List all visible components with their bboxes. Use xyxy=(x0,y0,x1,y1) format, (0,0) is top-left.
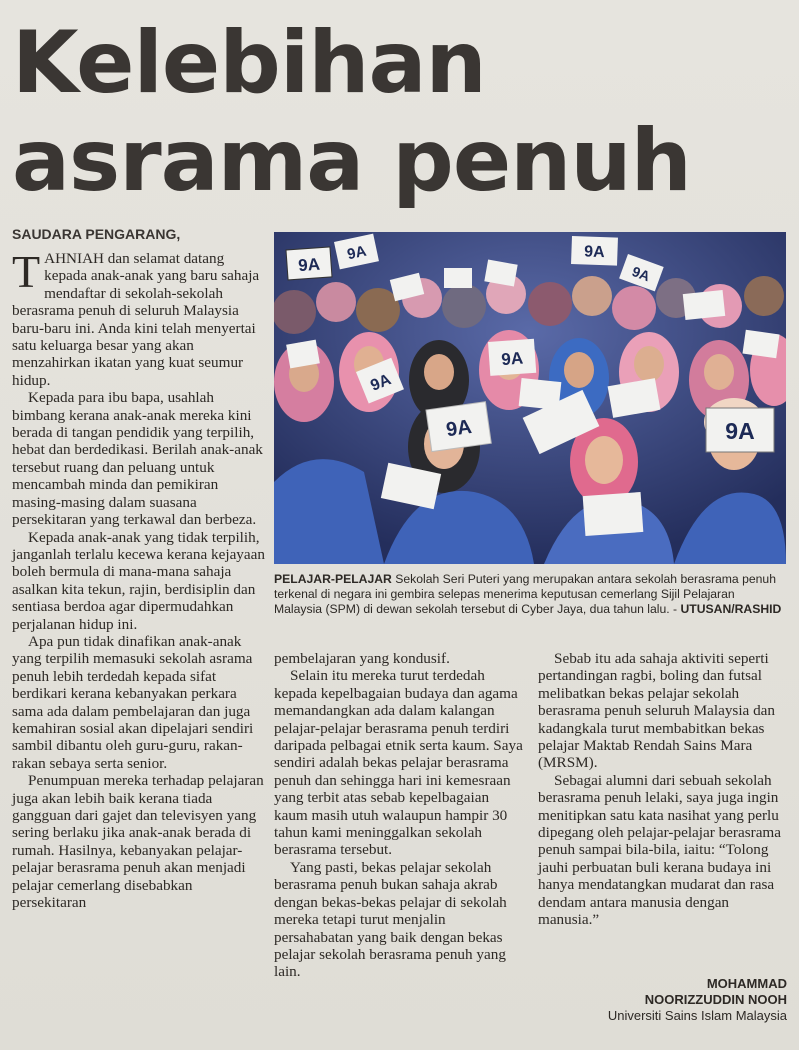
article-column-1 xyxy=(12,246,266,912)
celebration-illustration xyxy=(274,232,786,564)
article-paragraph: Selain itu mereka turut terdedah kepada kepelbagaian budaya dan agama memandangkan ada dalam kalangan pelajar-pelajar berasrama penuh terdiri daripada pelbagai etnik serta kaum. Saya sendiri adalah bekas pelajar berasrama penuh dan sehingga hari ini kemesraan yang terbit atas sebab kepelbagaian kaum masih utuh walaupun hampir 30 tahun kami meninggalkan sekolah berasrama tersebut. xyxy=(274,667,523,859)
article-column-2 xyxy=(274,650,526,981)
drop-cap: T xyxy=(12,246,41,297)
author-byline xyxy=(608,976,787,1024)
article-paragraph: Penumpuan mereka terhadap pelajaran juga akan lebih baik kerana tiada gangguan dari gajet dan televisyen yang sering berlaku jika anak-anak berada di rumah. Hasilnya, kebanyakan pelajar-pelajar berasrama penuh akan menjadi pelajar cemerlang disebabkan persekitaran xyxy=(12,772,264,912)
paragraph-text: AHNIAH dan selamat datang kepada anak-anak yang baru sahaja mendaftar di sekolah-sekolah berasrama penuh di seluruh Malaysia baru-baru ini. Anda kini telah menyertai satu keluarga besar yang akan menzahirkan ikatan yang kuat seumur hidup. xyxy=(12,250,260,389)
card-label: 9A xyxy=(345,242,368,264)
card-label: 9A xyxy=(583,243,605,262)
card-label: 9A xyxy=(444,415,474,442)
article-column-3 xyxy=(538,650,788,929)
headline-line-2: asrama penuh xyxy=(12,111,691,211)
card-label: 9A xyxy=(629,263,653,285)
photo-credit: UTUSAN/RASHID xyxy=(680,602,782,616)
salutation: SAUDARA PENGARANG, xyxy=(12,226,181,242)
article-paragraph xyxy=(12,246,266,389)
card-label: 9A xyxy=(725,418,755,444)
article-paragraph: pembelajaran yang kondusif. xyxy=(274,650,450,667)
card-label: 9A xyxy=(500,348,524,370)
article-paragraph: Apa pun tidak dinafikan anak-anak yang terpilih memasuki sekolah asrama penuh lebih terdedah kepada sifat berdikari kerana kebanyakan perkara sama ada dalam pembelajaran dan juga kemahiran sosial akan dipelajari sendiri sambil dibantu oleh guru-guru, rakan-rakan sebaya serta senior. xyxy=(12,632,254,772)
author-affiliation: Universiti Sains Islam Malaysia xyxy=(607,1008,787,1023)
news-photo xyxy=(274,232,786,564)
author-name-line-2: NOORIZZUDDIN NOOH xyxy=(644,992,787,1007)
article-paragraph: Kepada para ibu bapa, usahlah bimbang kerana anak-anak mereka kini berada di tangan pendidik yang terpilih, hebat dan berdedikasi. Berilah anak-anak tersebut ruang dan peluang untuk mencambah minda dan pemikiran masing-masing dalam suasana persekitaran yang terkawal dan berbeza. xyxy=(12,389,263,529)
card-label: 9A xyxy=(297,254,321,276)
photo-caption xyxy=(274,572,786,617)
article-paragraph: Sebab itu ada sahaja aktiviti seperti pertandingan ragbi, boling dan futsal melibatkan bekas pelajar sekolah berasrama penuh seluruh Malaysia dan kadangkala turut membabitkan bekas pelajar Maktab Rendah Sains Mara (MRSM). xyxy=(538,650,776,772)
caption-lead: PELAJAR-PELAJAR xyxy=(274,572,392,586)
card-label: 9A xyxy=(368,371,394,395)
author-name-line-1: MOHAMMAD xyxy=(706,976,787,991)
headline-line-1: Kelebihan xyxy=(12,13,486,113)
caption-text: Sekolah Seri Puteri yang merupakan antara sekolah berasrama penuh terkenal di negara ini gembira selepas menerima keputusan cemerlang Sijil Pelajaran Malaysia (SPM) di dewan sekolah tersebut di Cyber Jaya, dua tahun lalu. - xyxy=(274,572,776,616)
article-paragraph: Kepada anak-anak yang tidak terpilih, janganlah terlalu kecewa kerana kejayaan boleh bermula di mana-mana sahaja asalkan kita tekun, rajin, berdisiplin dan sentiasa berdoa agar dipermudahkan perjalanan hidup ini. xyxy=(12,528,265,633)
article-paragraph: Yang pasti, bekas pelajar sekolah berasrama penuh bukan sahaja akrab dengan bekas-bekas pelajar di sekolah mereka tetapi turut menjalin persahabatan yang baik dengan bekas pelajar sekolah berasrama penuh yang lain. xyxy=(274,858,507,981)
article-paragraph: Sebagai alumni dari sebuah sekolah berasrama penuh lelaki, saya juga ingin menitipkan satu kata nasihat yang perlu dipegang oleh pelajar-pelajar berasrama penuh sampai bila-bila, iaitu: “Tolong jauhi perbuatan buli kerana budaya ini hanya mendatangkan mudarat dan rasa dendam antara manusia dengan manusia.” xyxy=(538,771,781,929)
